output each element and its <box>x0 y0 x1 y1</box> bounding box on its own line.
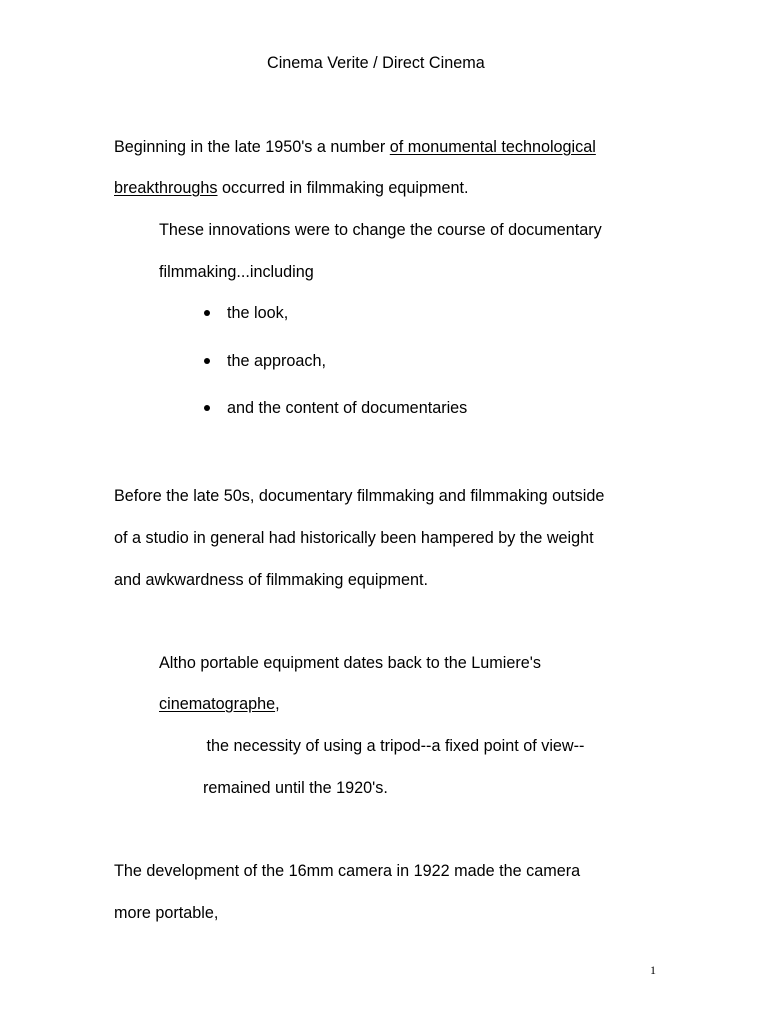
paragraph-3-line-2 <box>159 694 280 714</box>
indented-paragraph-3-line-1: the necessity of using a tripod--a fixed point of view-- <box>202 737 585 755</box>
paragraph-2-line-2: of a studio in general had historically been hampered by the weight <box>114 529 594 547</box>
list-item-text: the approach, <box>227 352 326 370</box>
paragraph-1-line-2 <box>114 178 469 198</box>
indented-paragraph-line-1: These innovations were to change the course of documentary <box>159 221 602 239</box>
indented-paragraph-3-line-2: remained until the 1920's. <box>203 779 388 797</box>
list-item-text: the look, <box>227 304 289 322</box>
bullet-icon <box>204 405 210 411</box>
paragraph-4-line-1: The development of the 16mm camera in 1922 made the camera <box>114 862 581 880</box>
underlined-text: breakthroughs <box>114 179 218 197</box>
document-title: Cinema Verite / Direct Cinema <box>267 54 485 72</box>
underlined-text: cinematographe <box>159 695 276 713</box>
bullet-icon <box>204 310 210 316</box>
indented-paragraph-line-2: filmmaking...including <box>159 263 314 281</box>
paragraph-2-line-1: Before the late 50s, documentary filmmaking and filmmaking outside <box>114 487 605 505</box>
page-number: 1 <box>650 963 656 977</box>
list-item-text: and the content of documentaries <box>227 399 468 417</box>
paragraph-4-line-2: more portable, <box>114 904 219 922</box>
bullet-icon <box>204 358 210 364</box>
paragraph-2-line-3: and awkwardness of filmmaking equipment. <box>114 571 429 589</box>
paragraph-3-line-1: Altho portable equipment dates back to the Lumiere's <box>159 654 541 672</box>
text-run: , <box>275 695 280 713</box>
underlined-text: of monumental technological <box>389 138 596 156</box>
paragraph-1-line-1 <box>114 137 596 157</box>
text-run: occurred in filmmaking equipment. <box>217 179 469 197</box>
text-run: Beginning in the late 1950's a number <box>114 138 390 156</box>
